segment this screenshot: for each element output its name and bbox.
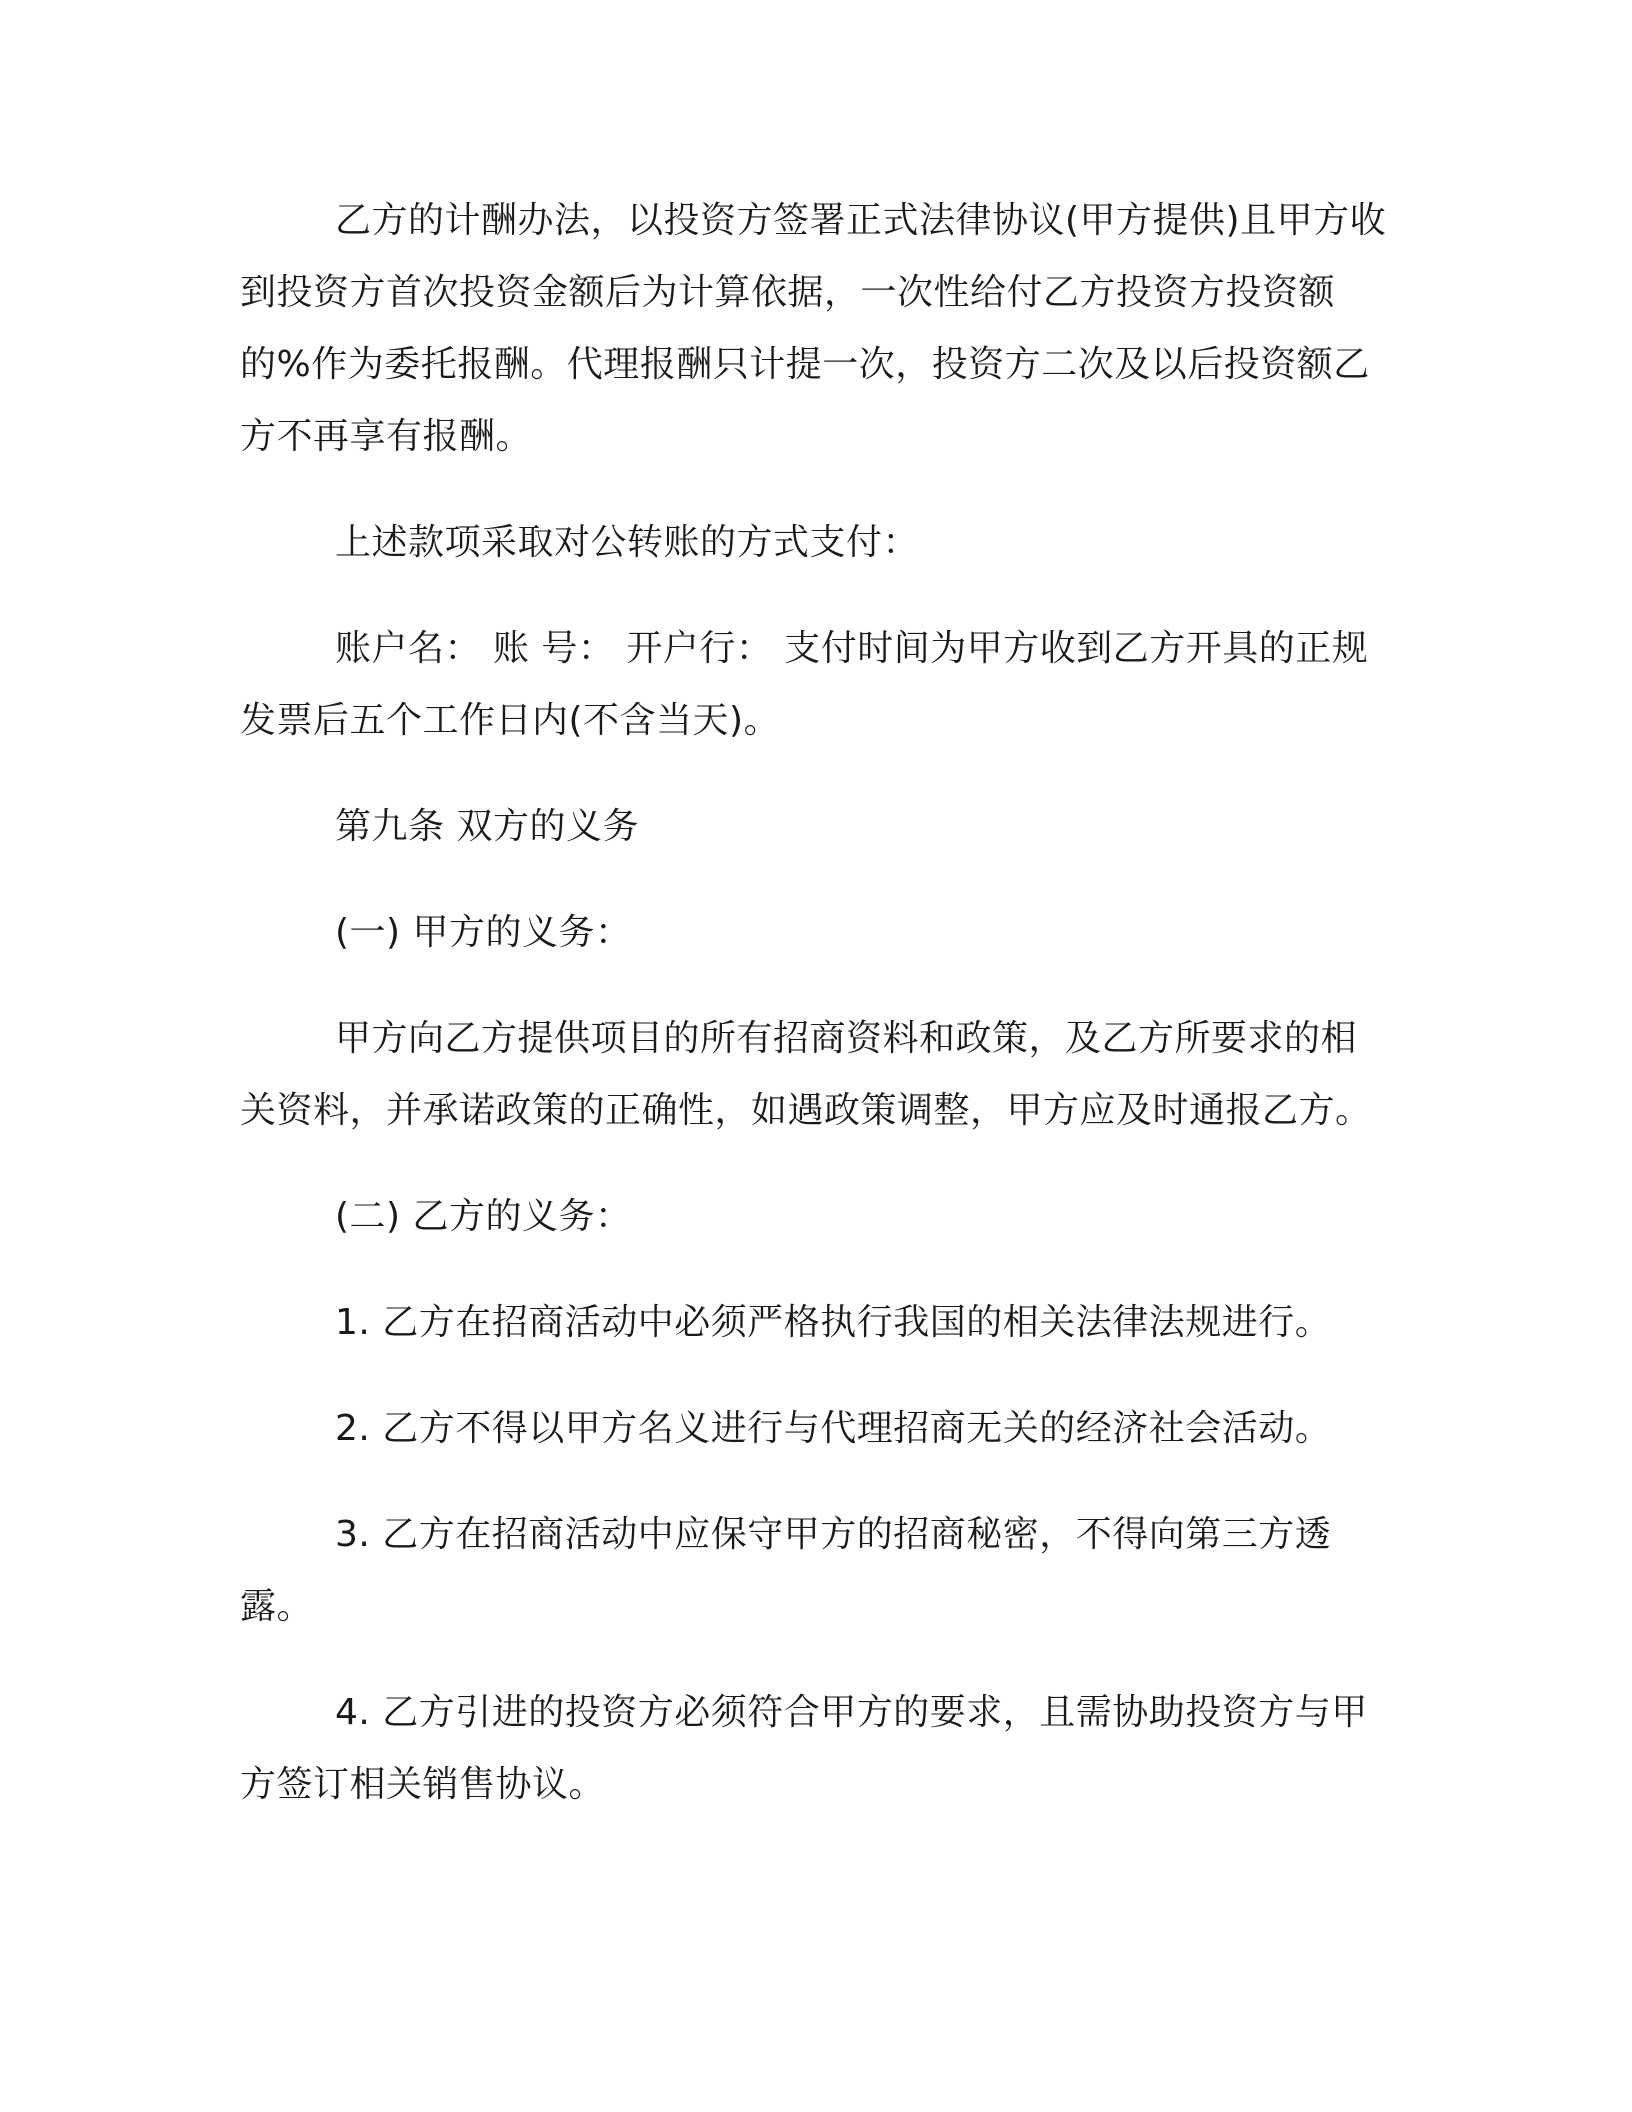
paragraph-account-info: 账户名： 账 号： 开户行： 支付时间为甲方收到乙方开具的正规发票后五个工作日内(不含当天)。 [240, 628, 1369, 741]
article-nine-heading: 第九条 双方的义务 [335, 806, 639, 847]
paragraph-party-a-obligations: 甲方向乙方提供项目的所有招商资料和政策，及乙方所要求的相关资料，并承诺政策的正确性，如遇政策调整，甲方应及时通报乙方。 [240, 1018, 1372, 1131]
document-body [240, 185, 1390, 1855]
paragraph-payment-method: 上述款项采取对公转账的方式支付： [335, 522, 920, 563]
paragraph-remuneration-method: 乙方的计酬办法，以投资方签署正式法律协议(甲方提供)且甲方收到投资方首次投资金额后为计算依据，一次性给付乙方投资方投资额的%作为委托报酬。代理报酬只计提一次，投资方二次及以后投资额乙方不再享有报酬。 [240, 200, 1387, 457]
party-b-obligation-item-4: 4. 乙方引进的投资方必须符合甲方的要求，且需协助投资方与甲方签订相关销售协议。 [240, 1692, 1368, 1805]
party-b-obligation-item-3: 3. 乙方在招商活动中应保守甲方的招商秘密，不得向第三方透露。 [240, 1514, 1332, 1627]
party-b-obligation-item-1: 1. 乙方在招商活动中必须严格执行我国的相关法律法规进行。 [335, 1302, 1332, 1343]
party-b-obligation-item-2: 2. 乙方不得以甲方名义进行与代理招商无关的经济社会活动。 [335, 1408, 1332, 1449]
party-a-obligations-heading: (一) 甲方的义务： [335, 912, 632, 953]
party-b-obligations-heading: (二) 乙方的义务： [335, 1196, 632, 1237]
